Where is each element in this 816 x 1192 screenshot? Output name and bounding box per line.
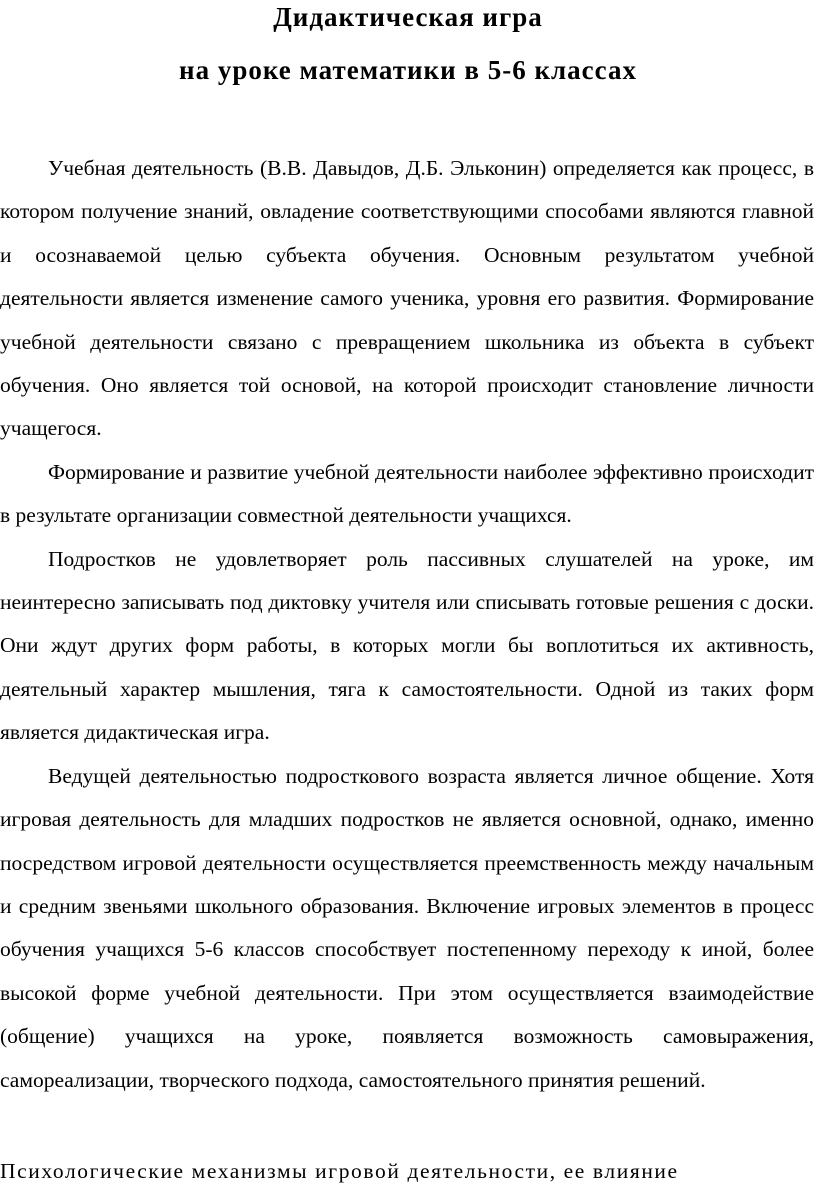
paragraph-leading-activity: Ведущей деятельностью подросткового возраста является личное общение. Хотя игровая деятельность для младших подростков не является основной, однако, именно посредством игровой деятельности осуществляется преемственность между начальным и средним звеньями школьного образования. Включение игровых элементов в процесс обучения учащихся 5-6 классов способствует постепенному переходу к иной, более высокой форме учебной деятельности. При этом осуществляется взаимодействие (общение) учащихся на уроке, появляется возможность самовыражения, самореализации, творческого подхода, самостоятельного принятия решений. <box>0 763 814 1092</box>
paragraph-teenagers: Подростков не удовлетворяет роль пассивных слушателей на уроке, им неинтересно записывать под диктовку учителя или списывать готовые решения с доски. Они ждут других форм работы, в которых могли бы воплотиться их активность, деятельный характер мышления, тяга к самостоятельности. Одной из таких форм является дидактическая игра. <box>0 546 814 745</box>
document-title-line-2: на уроке математики в 5-6 классах <box>179 55 637 85</box>
paragraph-learning-activity: Учебная деятельность (В.В. Давыдов, Д.Б. Эльконин) определяется как процесс, в котором получение знаний, овладение соответствующими способами являются главной и осознаваемой целью субъекта обучения. Основным результатом учебной деятельности является изменение самого ученика, уровня его развития. Формирование учебной деятельности связано с превращением школьника из объекта в субъект обучения. Оно является той основой, на которой происходит становление личности учащегося. <box>0 156 814 441</box>
paragraph-joint-activity: Формирование и развитие учебной деятельности наиболее эффективно происходит в результате организации совместной деятельности учащихся. <box>0 459 814 528</box>
section-subheading: Психологические механизмы игровой деятельности, ее влияние <box>0 1159 679 1183</box>
document-title-line-1: Дидактическая игра <box>273 2 543 32</box>
document-body <box>0 147 814 1102</box>
